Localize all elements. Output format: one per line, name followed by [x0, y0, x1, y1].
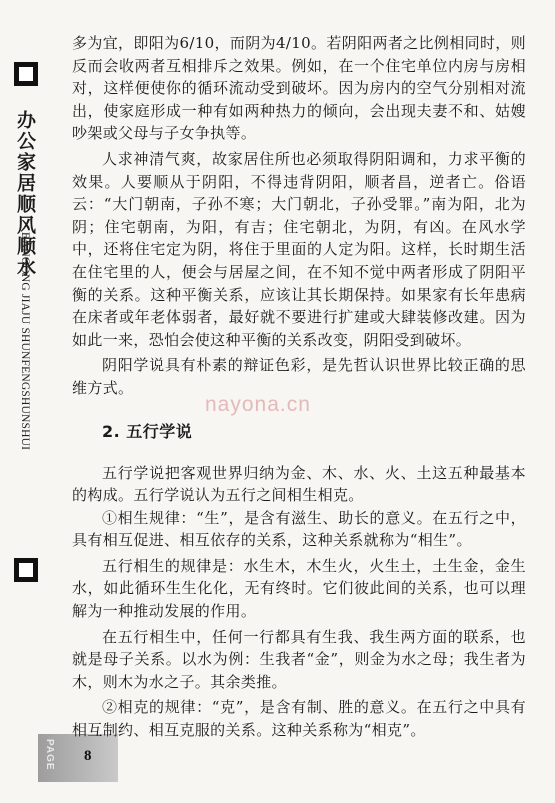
book-title-pinyin: BANGONG JIAJU SHUNFENGSHUNSHUI	[19, 232, 31, 451]
paragraph: 在五行相生中，任何一行都具有生我、我生两方面的联系，也就是母子关系。以水为例：生我者“金”，则金为水之母；我生者为木，则木为水之子。其余类推。	[72, 627, 526, 691]
book-title: 办公家居顺风顺水	[14, 110, 36, 278]
section-heading: 2. 五行学说	[102, 421, 193, 441]
square-marker-icon	[14, 62, 38, 86]
paragraph: 人求神清气爽，故家居住所也必须取得阴阳调和，力求平衡的效果。人要顺从于阴阳，不得违背阴阳，顺者昌，逆者亡。俗语云：“大门朝南，子孙不寒；大门朝北，子孙受罪。”南为阳，北为阴；住宅朝南，为阳，有吉；住宅朝北，为阴，有凶。在风水学中，还将住宅定为阴，将住于里面的人定为阳。这样，长时期生活在住宅里的人，便会与居屋之间，在不知不觉中两者形成了阴阳平衡的关系。这种平衡关系，应该让其长期保持。如果家有长年患病在床者或年老体弱者，最好就不要进行扩建或大肆装修改建。因为如此一来，恐怕会使这种平衡的关系改变，阴阳受到破坏。	[72, 149, 526, 349]
watermark: nayona.cn	[205, 393, 311, 416]
page-number: 8	[84, 748, 92, 764]
body-text	[72, 32, 526, 742]
paragraph: 多为宜，即阳为6/10，而阴为4/10。若阴阳两者之比例相同时，则反而会收两者互相排斥之效果。例如，在一个住宅单位内房与房相对，这样便使你的循环流动受到破坏。因为房内的空气分别相对流出，使家庭形成一种有如两种热力的倾向，会出现夫妻不和、姑嫂吵架或父母与子女争执等。	[72, 34, 526, 143]
square-marker-icon	[14, 558, 38, 582]
sidebar	[0, 0, 48, 803]
page-label: PAGE	[44, 739, 55, 771]
paragraph: ①相生规律：“生”，是含有滋生、助长的意义。在五行之中，具有相互促进、相互依存的关系，这种关系就称为“相生”。	[72, 508, 526, 550]
paragraph: 五行相生的规律是：水生木，木生火，火生土，土生金，金生水，如此循环生生化化，无有终时。它们彼此间的关系，也可以理解为一种推动发展的作用。	[72, 556, 526, 621]
paragraph: ②相克的规律：“克”，是含有制、胜的意义。在五行之中具有相互制约、相互克服的关系。这种关系称为“相克”。	[72, 698, 526, 740]
paragraph: 五行学说把客观世界归纳为金、木、水、火、土这五种最基本的构成。五行学说认为五行之间相生相克。	[72, 463, 526, 505]
paragraph: 阴阳学说具有朴素的辩证色彩，是先哲认识世界比较正确的思维方式。	[72, 356, 526, 397]
